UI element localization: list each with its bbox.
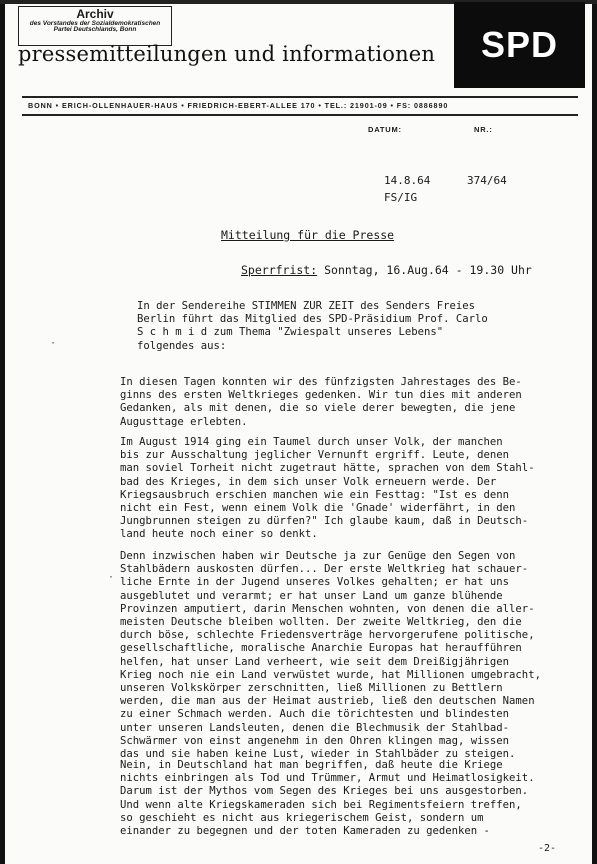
text-line: In diesen Tagen konnten wir des fünfzigsten Jahrestages des Be- <box>120 376 522 388</box>
text-line: helfen, hat unser Land verheert, wie seit dem Dreißigjährigen <box>120 655 510 668</box>
nr-label: NR.: <box>474 125 493 134</box>
stamp-line: Partei Deutschlands, Bonn <box>53 26 137 34</box>
text-line: durch böse, schlechte Friedensverträge hervorgerufene politische, <box>120 629 535 642</box>
scan-edge-left <box>0 0 5 864</box>
text-line: Schwärmer von einst angenehm in den Ohren klingen mag, wissen <box>120 734 510 747</box>
text-line: In der Sendereihe STIMMEN ZUR ZEIT des Senders Freies <box>137 300 476 312</box>
margin-dot: · <box>50 338 57 349</box>
text-line: das und sie haben keine Lust, wieder in Stahlbäder zu steigen. <box>120 748 516 761</box>
stamp-title: Archiv <box>76 7 114 21</box>
text-line: einander zu begegnen und der toten Kameraden zu gedenken - <box>120 825 490 838</box>
text-line: Augusttage erlebten. <box>120 415 248 428</box>
text-line: Provinzen amputiert, darin Menschen wohnten, von denen die aller- <box>120 602 535 615</box>
embargo-value: Sonntag, 16.Aug.64 - 19.30 Uhr <box>324 263 532 277</box>
embargo-label: Sperrfrist: <box>241 263 318 277</box>
release-date: 14.8.64 <box>384 174 431 187</box>
margin-dot: · <box>108 572 115 583</box>
text-line: liche Ernte in der Jugend unseres Volkes gehalten; er hat uns <box>120 576 510 589</box>
stamp-line: des Vorstandes der Sozialdemokratischen <box>29 19 161 27</box>
header-rule-bottom <box>22 114 578 116</box>
text-line: S c h m i d zum Thema "Zwiespalt unseres Lebens" <box>137 326 444 339</box>
text-line: zu einer Schmach werden. Auch die törichtesten und blindesten <box>120 708 510 721</box>
embargo-line <box>241 263 532 277</box>
text-line: Stahlbädern auskosten dürfen... Der erste Weltkrieg hat schauer- <box>120 563 529 576</box>
text-line: Denn inzwischen haben wir Deutsche ja zur Genüge den Segen von <box>120 550 516 562</box>
text-line: unseren Volkskörper zerschnitten, ließ Millionen zu Bettlern <box>120 682 503 695</box>
text-line: bis zur Ausschaltung jeglicher Vernunft ergriff. Leute, denen <box>120 449 510 462</box>
text-line: Krieg noch nie ein Land verwüstet wurde, hat Millionen umgebracht, <box>120 668 541 681</box>
text-line: folgendes aus: <box>137 339 227 352</box>
body-paragraph-1 <box>120 376 522 429</box>
text-line: werden, die man aus der Heimat austrieb, ließ den deutschen Namen <box>120 695 535 708</box>
archive-stamp <box>18 6 172 46</box>
text-line: so geschieht es nicht aus kriegerischem Geist, sondern um <box>120 811 484 824</box>
text-line: ausgeblutet und verarmt; er hat unser Land um ganze blühende <box>120 589 503 602</box>
release-number: 374/64 <box>467 174 507 187</box>
masthead-title: pressemitteilungen und informationen <box>18 42 436 66</box>
text-line: meisten Deutsche bleiben wollten. Der zweite Weltkrieg, den die <box>120 616 522 629</box>
spd-logo: SPD <box>454 2 585 88</box>
text-line: gesellschaftliche, moralische Anarchie Europas hat heraufführen <box>120 642 522 655</box>
body-paragraph-3 <box>120 550 541 761</box>
release-initials: FS/IG <box>384 191 418 204</box>
text-line: nicht ein Fest, wenn einem Volk die 'Gnade' widerfährt, in den <box>120 502 516 515</box>
address-line: BONN • ERICH-OLLENHAUER-HAUS • FRIEDRICH-EBERT-ALLEE 170 • TEL.: 21901-09 • FS: 0886890 <box>28 101 449 110</box>
text-line: Kriegsausbruch erschien manchen wie ein Festtag: "Ist es denn <box>120 488 510 501</box>
text-line: ginns des ersten Weltkrieges gedenken. Wir tun dies mit anderen <box>120 389 522 402</box>
header-rule-top <box>22 96 578 98</box>
text-line: Im August 1914 ging ein Taumel durch unser Volk, der manchen <box>120 436 503 448</box>
text-line: Darum ist der Mythos vom Segen des Krieges bei uns ausgestorben. <box>120 785 529 798</box>
datum-label: DATUM: <box>368 125 402 134</box>
body-paragraph-4 <box>120 759 535 838</box>
intro-paragraph <box>137 300 488 353</box>
text-line: bad des Krieges, in dem sich unser Volk erneuern werde. Der <box>120 475 497 488</box>
text-line: Nein, in Deutschland hat man begriffen, daß heute die Kriege <box>120 759 503 771</box>
document-heading: Mitteilung für die Presse <box>221 228 395 242</box>
text-line: Berlin führt das Mitglied des SPD-Präsidium Prof. Carlo <box>137 313 488 326</box>
text-line: Und wenn alte Kriegskameraden sich bei Regimentsfeiern treffen, <box>120 798 522 811</box>
body-paragraph-2 <box>120 436 535 542</box>
text-line: unter unseren Landsleuten, denen die Blechmusik der Stahlbad- <box>120 721 510 734</box>
text-line: land heute noch einer so denkt. <box>120 528 318 541</box>
text-line: nichts einbringen als Tod und Trümmer, Armut und Heimatlosigkeit. <box>120 772 535 785</box>
text-line: man soviel Torheit nicht zugetraut hätte, sprachen von dem Stahl- <box>120 462 535 475</box>
text-line: Jungbrunnen steigen zu dürfen?" Ich glaube kaum, daß in Deutsch- <box>120 515 529 528</box>
scan-edge-right <box>592 0 597 864</box>
page-continuation-mark: -2- <box>538 843 557 854</box>
text-line: Gedanken, als mit denen, die so viele derer bewegten, die jene <box>120 402 516 415</box>
